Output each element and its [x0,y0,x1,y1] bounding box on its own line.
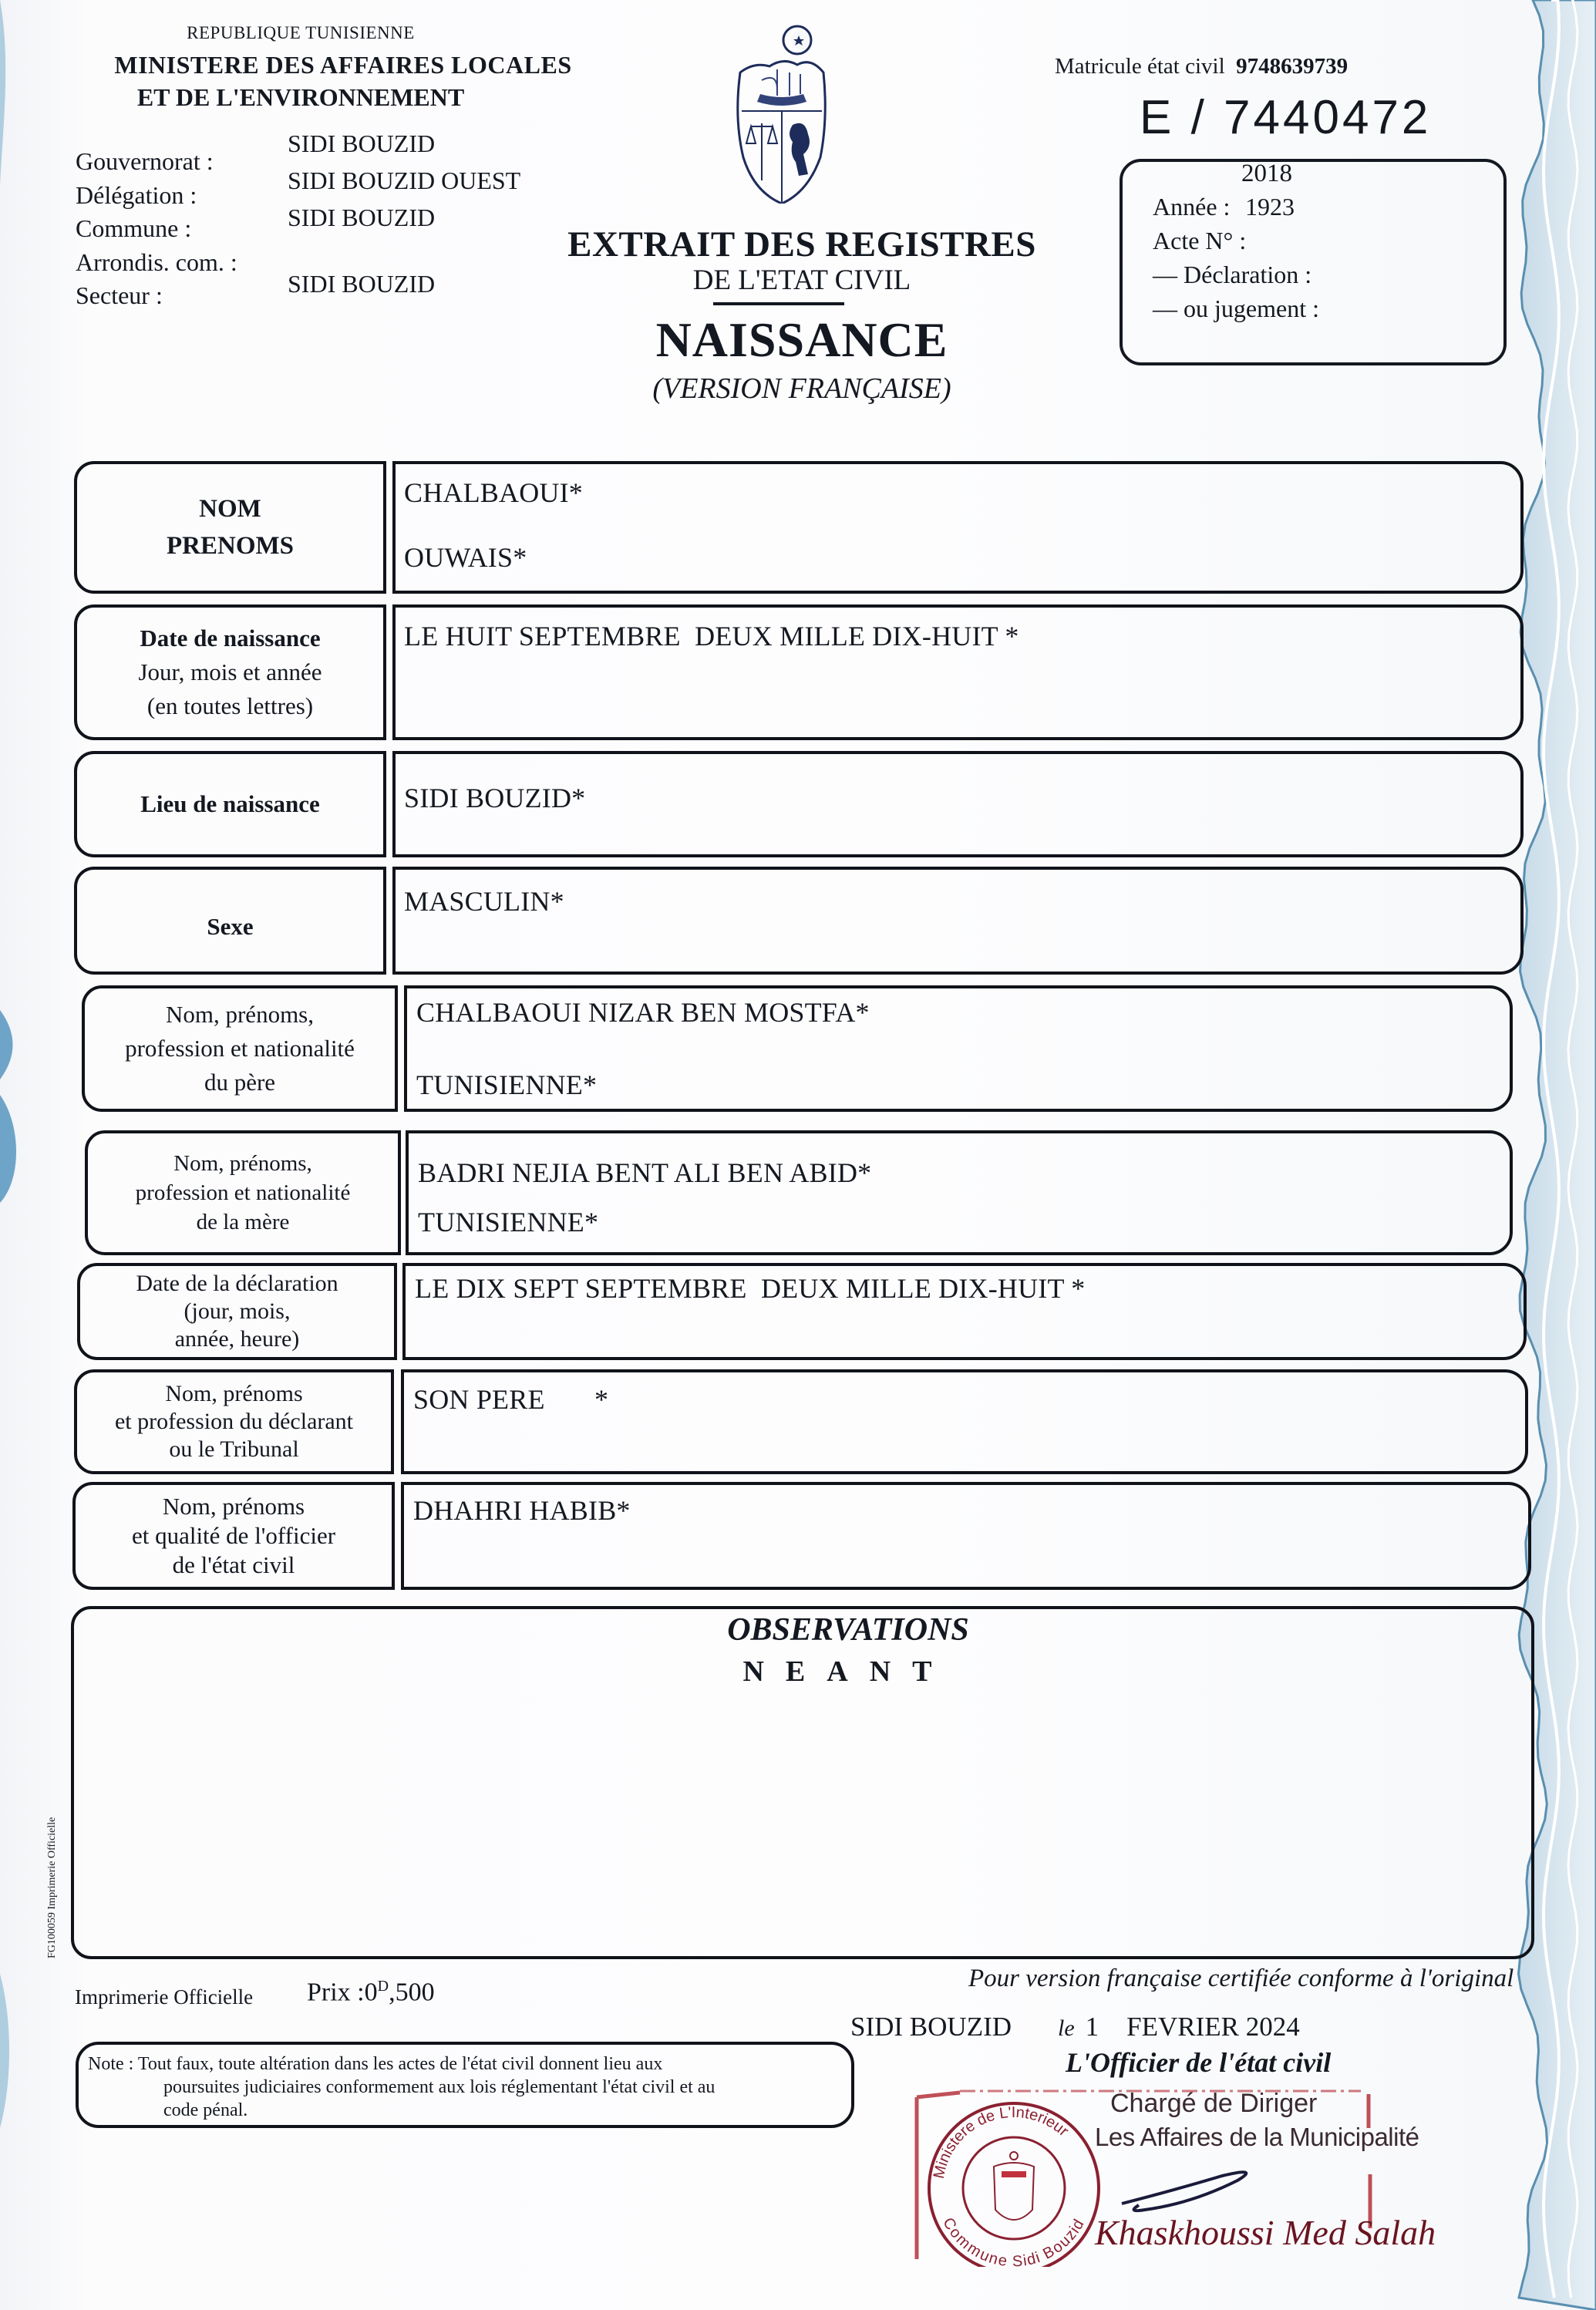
label-officer-3: de l'état civil [172,1551,295,1578]
printer-label: Imprimerie Officielle [75,1985,254,2009]
value-mother-name: BADRI NEJIA BENT ALI BEN ABID* [418,1157,872,1188]
note-line-1: Note : Tout faux, toute altération dans les actes de l'état civil donnent lieu aux [88,2054,663,2074]
row-officer [72,1482,1531,1590]
issue-date-le: le [1058,2015,1075,2041]
label-arrondissement: Arrondis. com. : [76,248,237,276]
value-delegation: SIDI BOUZID OUEST [288,167,521,194]
label-birth-place: Lieu de naissance [140,790,320,817]
value-declarant: SON PERE * [413,1384,609,1415]
label-officer-1: Nom, prénoms [162,1493,305,1520]
stamp-officer-name: Khaskhoussi Med Salah [1095,2213,1436,2252]
side-print-code [39,1735,69,1966]
value-father-name: CHALBAOUI NIZAR BEN MOSTFA* [416,997,870,1028]
matricule-value: 9748639739 [1236,54,1349,79]
label-mother-3: de la mère [196,1210,290,1234]
row-birth-place [74,751,1524,857]
value-nom: CHALBAOUI* [404,477,583,508]
republic-heading: REPUBLIQUE TUNISIENNE [187,23,415,42]
price-suffix: ,500 [389,1978,435,2007]
label-declarant-3: ou le Tribunal [169,1436,299,1462]
coat-of-arms-icon [731,11,831,204]
issue-place: SIDI BOUZID [850,2012,1012,2042]
price-unit: D [377,1978,389,1995]
label-declaration-date-1: Date de la déclaration [136,1271,338,1296]
matricule-label: Matricule état civil [1055,54,1225,79]
label-delegation: Délégation : [76,180,197,209]
jugement-label: — ou jugement : [1153,295,1319,322]
value-birth-date: LE HUIT SEPTEMBRE DEUX MILLE DIX-HUIT * [404,621,1019,652]
row-label [77,1263,397,1360]
certification-text: Pour version française certifiée conforme à l'original [968,1965,1514,1992]
stamp-line-2: Les Affaires de la Municipalité [1095,2123,1419,2151]
price-prefix: Prix :0 [307,1978,378,2007]
label-father-3: du père [204,1069,276,1096]
stamp-ring-bottom-text: Commune Sidi Bouzid [939,2214,1088,2267]
stamp-line-1: Chargé de Diriger [1110,2089,1318,2118]
label-birth-date-hint1: Jour, mois et année [138,658,322,685]
row-label [74,1369,394,1474]
row-declarant [74,1369,1528,1474]
label-mother-1: Nom, prénoms, [173,1151,312,1176]
issue-day: 1 [1085,2012,1099,2042]
row-birth-date [74,604,1524,740]
row-label [74,604,386,740]
label-officer-2: et qualité de l'officier [131,1522,336,1549]
year-label: Année : [1153,193,1231,221]
label-secteur: Secteur : [76,281,163,309]
label-father-1: Nom, prénoms, [165,1001,314,1028]
row-mother [74,1130,1524,1255]
acte-box-labels [1153,190,1319,325]
officer-title: L'Officier de l'état civil [1066,2047,1332,2078]
value-declaration-date: LE DIX SEPT SEPTEMBRE DEUX MILLE DIX-HUIT * [415,1273,1086,1304]
label-prenoms: PRENOMS [167,532,294,560]
matricule-field [1055,54,1348,79]
row-father [74,985,1524,1112]
issue-place-date [850,2011,1300,2045]
row-name [74,461,1524,594]
note-line-2: poursuites judiciaires conformement aux lois réglementant l'état civil et au [163,2077,716,2097]
value-mother-nationality: TUNISIENNE* [418,1207,599,1238]
document-title: EXTRAIT DES REGISTRES [567,224,1036,264]
row-sex [74,867,1524,975]
label-gouvernorat: Gouvernorat : [76,147,214,175]
admin-values [288,125,520,302]
value-gouvernorat: SIDI BOUZID [288,130,436,157]
row-value-box [392,867,1524,975]
year-label-line [1153,190,1319,224]
label-birth-date-hint2: (en toutes lettres) [146,692,314,719]
label-nom: NOM [199,495,261,523]
label-birth-date: Date de naissance [140,625,321,652]
value-secteur: SIDI BOUZID [288,270,436,298]
value-birth-place: SIDI BOUZID* [404,783,586,813]
document-type: NAISSANCE [655,312,948,367]
title-rule [713,302,844,305]
acte-number-label: Acte N° : [1153,227,1247,254]
note-line-3: code pénal. [163,2100,248,2120]
value-officer: DHAHRI HABIB* [413,1495,631,1526]
acte-number-value: 1923 [1245,193,1295,221]
label-father-2: profession et nationalité [125,1035,355,1062]
declaration-label: — Déclaration : [1153,261,1312,288]
document-subtitle: DE L'ETAT CIVIL [692,264,911,296]
ministry-heading-line1: MINISTERE DES AFFAIRES LOCALES [114,51,572,79]
price [307,1978,435,2007]
stamp-ring-top-text: Ministere de L'Interieur [930,2103,1072,2180]
value-sex: MASCULIN* [404,886,564,917]
value-commune: SIDI BOUZID [288,204,436,231]
row-label [74,751,386,857]
value-prenoms: OUWAIS* [404,542,527,573]
observations-value: NEANT [742,1655,954,1688]
acte-year-value: 2018 [1241,160,1292,187]
admin-labels [76,145,237,313]
ministry-heading-line2: ET DE L'ENVIRONNEMENT [136,83,465,111]
label-sex: Sexe [207,912,254,940]
label-declarant-2: et profession du déclarant [114,1409,354,1434]
row-label [85,1130,401,1255]
observations-title: OBSERVATIONS [727,1612,969,1648]
label-declarant-1: Nom, prénoms [165,1381,303,1406]
value-father-nationality: TUNISIENNE* [416,1069,598,1100]
side-print-text: FG100059 Imprimerie Officielle [46,1817,58,1958]
label-commune: Commune : [76,214,192,242]
issue-month-year: FEVRIER 2024 [1126,2012,1300,2042]
left-edge-decoration [0,0,23,2310]
row-label [74,867,386,975]
row-declaration-date [77,1263,1527,1360]
row-label [72,1482,395,1590]
label-declaration-date-2: (jour, mois, [184,1298,291,1324]
extract-number: E / 7440472 [1140,91,1432,144]
row-label [82,985,398,1112]
legal-note [76,2042,854,2128]
label-mother-2: profession et nationalité [135,1180,351,1205]
label-declaration-date-3: année, heure) [174,1326,300,1352]
row-label [74,461,386,594]
version-label: (VERSION FRANÇAISE) [652,372,951,405]
